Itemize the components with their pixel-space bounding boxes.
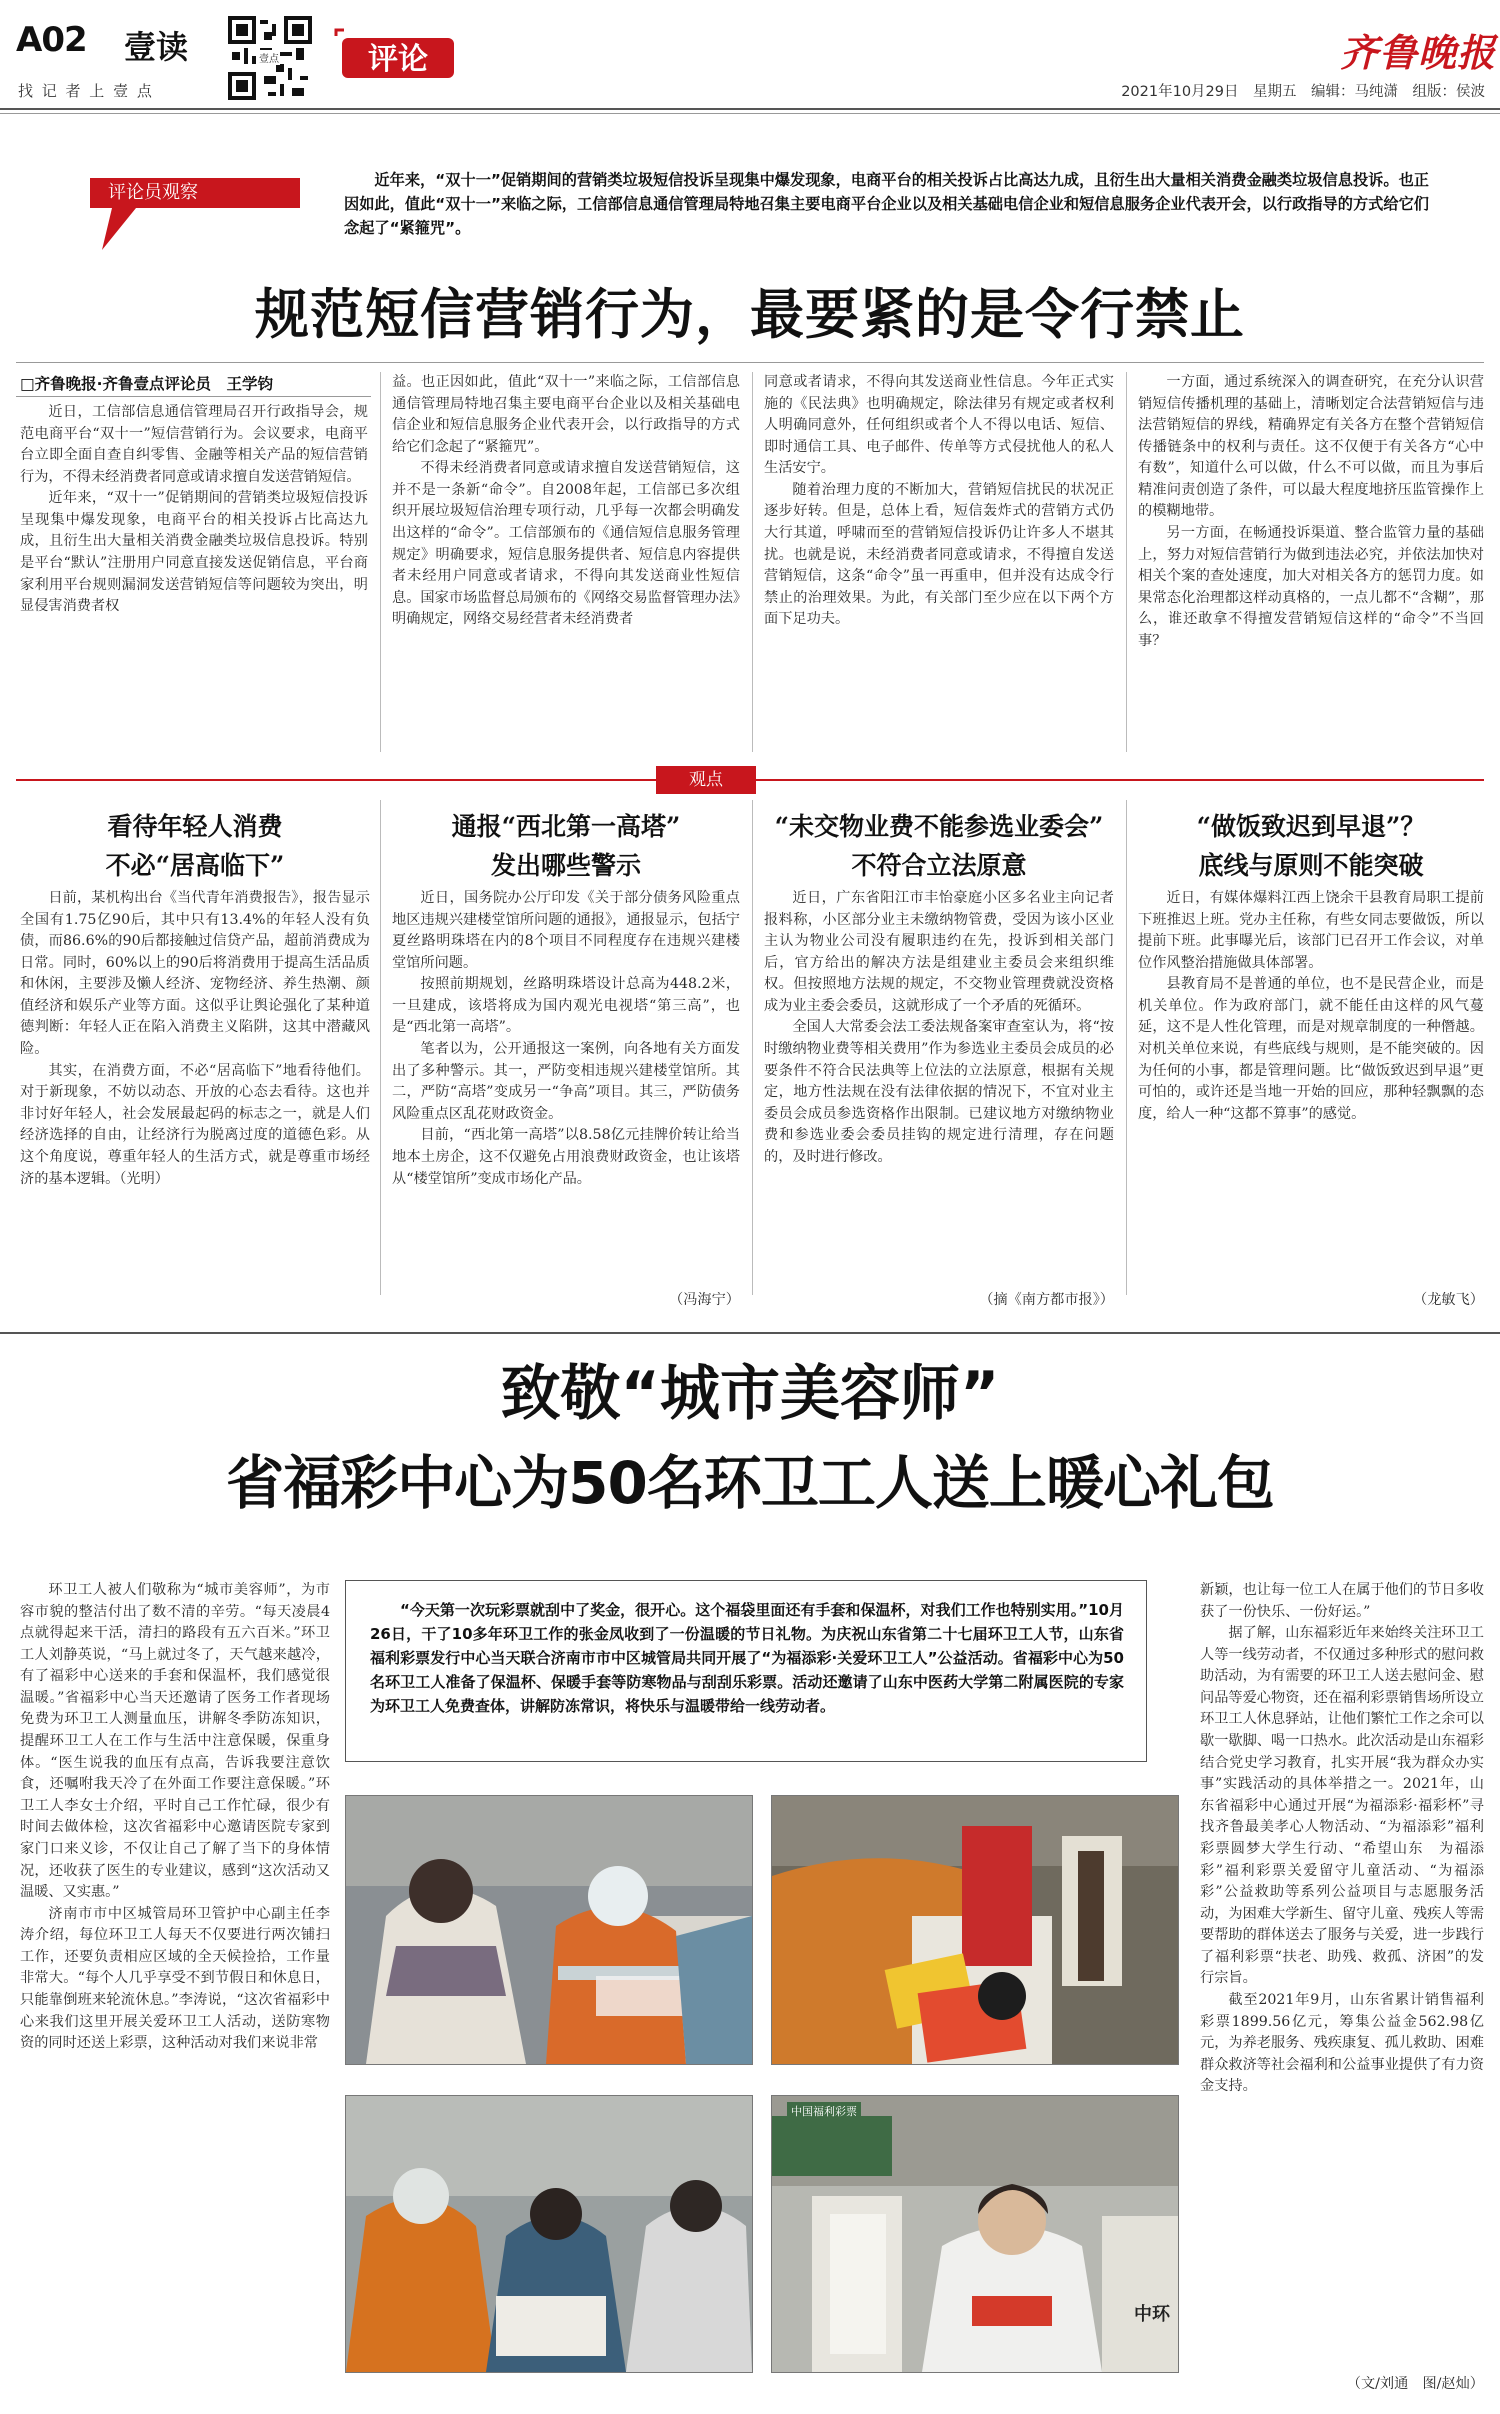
col-divider	[380, 372, 381, 752]
viewpoint-body-1	[20, 888, 370, 1320]
paragraph: 不得未经消费者同意或请求擅自发送营销短信，这并不是一条新“命令”。自2008年起，工信部已多次组织开展垃圾短信治理专项行动，几乎每一次都会明确发出这样的“命令”。工信部颁布的《通信短信息服务管理规定》明确要求，短信息服务提供者、短信息内容提供者未经用户同意或者请求，不得向其发送商业性短信息。国家市场监督总局颁布的《网络交易监督管理办法》明确规定，网络交易经营者未经消费者	[392, 460, 740, 628]
feature-lead: “今天第一次玩彩票就刮中了奖金，很开心。这个福袋里面还有手套和保温杯，对我们工作也特别实用。”10月26日，干了10多年环卫工作的张金凤收到了一份温暖的节日礼物。为庆祝山东省第二十七届环卫工人节，山东省福利彩票发行中心当天联合济南市市中区城管局共同开展了“为福添彩·关爱环卫工人”公益活动。省福彩中心为50名环卫工人准备了保温杯、保暖手套等防寒物品与刮刮乐彩票。活动还邀请了山东中医药大学第二附属医院的专家为环卫工人免费查体，讲解防冻常识，将快乐与温暖带给一线劳动者。	[370, 1601, 1124, 1715]
page-number: A02	[16, 20, 87, 60]
feature-left-col	[20, 1580, 330, 2395]
feature-headline-1: 致敬“城市美容师”	[500, 1359, 1000, 1429]
observer-intro: 近年来，“双十一”促销期间的营销类垃圾短信投诉呈现集中爆发现象，电商平台的相关投诉占比高达九成，且衍生出大量相关消费金融类垃圾信息投诉。也正因如此，值此“双十一”来临之际，工信部信息通信管理局特地召集主要电商平台企业以及相关基础电信企业和短信息服务企业代表开会，以行政指导的方式给它们念起了“紧箍咒”。	[344, 171, 1429, 238]
col-divider	[752, 800, 753, 1295]
col-divider	[380, 800, 381, 1295]
photo-lottery-scratch	[345, 2095, 753, 2373]
paragraph: 一方面，通过系统深入的调查研究，在充分认识营销短信传播机理的基础上，清晰划定合法营销短信与违法营销短信的界线，精确界定有关各方在整个营销短信传播链条中的权利与责任。这不仅便于有关各方“心中有数”，知道什么可以做，什么不可以做，而且为事后精准问责创造了条件，可以最大程度地挤压监管操作上的模糊地带。	[1138, 374, 1484, 520]
editorial-byline: □齐鲁晚报·齐鲁壹点评论员 王学钧	[20, 375, 274, 393]
viewpoint-title-3	[764, 808, 1114, 886]
title-line: “未交物业费不能参选业委会”	[774, 812, 1104, 841]
paragraph: 随着治理力度的不断加大，营销短信扰民的状况正逐步好转。但是，总体上看，短信轰炸式的营销方式仍大行其道，呼啸而至的营销短信投诉仍让许多人不堪其扰。也就是说，未经消费者同意或请求，不得擅自发送营销短信，这条“命令”虽一再重申，但并没有达成令行禁止的治理效果。为此，有关部门至少应在以下两个方面下足功夫。	[764, 481, 1114, 628]
photo-gift-bag	[771, 1795, 1179, 2065]
headline-rule	[16, 362, 1484, 363]
section-rule	[0, 1332, 1500, 1334]
title-line: 不必“居高临下”	[105, 850, 285, 880]
col-divider	[752, 372, 753, 752]
viewpoint-title-4	[1138, 808, 1484, 886]
paragraph: 近日，有媒体爆料江西上饶余干县教育局职工提前下班推迟上班。党办主任称，有些女同志要做饭，所以提前下班。此事曝光后，该部门已召开工作会议，对单位作风整治措施做具体部署。	[1138, 890, 1484, 971]
paragraph: 目前，“西北第一高塔”以8.58亿元挂牌价转让给当地本土房企，这不仅避免占用浪费财政资金，也让该塔从“楼堂馆所”变成市场化产品。	[392, 1127, 740, 1187]
section-name: 壹读	[124, 28, 189, 66]
header-rule	[0, 108, 1500, 110]
paragraph: 近年来，“双十一”促销期间的营销类垃圾短信投诉呈现集中爆发现象，电商平台的相关投诉占比高达九成，且衍生出大量相关消费金融类垃圾信息投诉。特别是平台“默认”注册用户同意直接发送促销信息，平台商家利用平台规则漏洞发送营销短信等问题较为突出，明显侵害消费者权	[20, 490, 368, 615]
paragraph: 济南市市中区城管局环卫管护中心副主任李涛介绍，每位环卫工人每天不仅要进行两次铺扫工作，还要负责相应区域的全天候捡拾，工作量非常大。“每个人几乎享受不到节假日和休息日，只能靠倒班来轮流休息。”李涛说，“这次省福彩中心来我们这里开展关爱环卫工人活动，送防寒物资的同时还送上彩票，这种活动对我们来说非常	[20, 1905, 330, 2052]
editorial-headline: 规范短信营销行为，最要紧的是令行禁止	[255, 283, 1245, 346]
title-line: 不符合立法原意	[851, 850, 1027, 880]
paragraph: 其实，在消费方面，不必“居高临下”地看待他们。对于新现象，不妨以动态、开放的心态去看待。这也并非讨好年轻人，社会发展最起码的标志之一，就是人们经济选择的自由，让经济行为脱离过度的道德色彩。从这个角度说，尊重年轻人的生活方式，就是尊重市场经济的基本逻辑。（光明）	[20, 1062, 370, 1187]
title-line: “做饭致迟到早退”？	[1196, 812, 1426, 841]
viewpoint-label: 观点	[656, 766, 756, 794]
feature-credit: （文/刘通 图/赵灿）	[1346, 2376, 1484, 2392]
qr-label: 壹点	[258, 50, 280, 65]
editorial-col-4	[1138, 372, 1484, 754]
paragraph: 益。也正因如此，值此“双十一”来临之际，工信部信息通信管理局特地召集主要电商平台企业以及相关基础电信企业和短信息服务企业代表开会，以行政指导的方式给它们念起了“紧箍咒”。	[392, 374, 740, 455]
paragraph: 日前，某机构出台《当代青年消费报告》，报告显示全国有1.75亿90后，其中只有13.4%的年轻人没有负债，而86.6%的90后都接触过信贷产品，超前消费成为日常。同时，60%以上的90后将消费用于提高生活品质和休闲，主要涉及懒人经济、宠物经济、养生热潮、颜值经济和娱乐产业等方面。这似乎让舆论强化了某种道德判断：年轻人正在陷入消费主义陷阱，这其中潜藏风险。	[20, 890, 370, 1058]
title-line: 底线与原则不能突破	[1198, 850, 1424, 880]
source-2: （冯海宁）	[669, 1292, 740, 1308]
observer-tag-label: 评论员观察	[108, 182, 198, 203]
feature-right-col	[1200, 1580, 1484, 2375]
paragraph: 近日，国务院办公厅印发《关于部分债务风险重点地区违规兴建楼堂馆所问题的通报》，通报显示，包括宁夏丝路明珠塔在内的8个项目不同程度存在违规兴建楼堂馆所问题。	[392, 890, 740, 971]
source-4: （龙敏飞）	[1413, 1292, 1484, 1308]
newspaper-logo: 齐鲁晚报	[1340, 30, 1497, 75]
feature-headline-2: 省福彩中心为50名环卫工人送上暖心礼包	[226, 1449, 1274, 1517]
col-divider	[1126, 800, 1127, 1295]
paragraph: 另一方面，在畅通投诉渠道、整合监管力量的基础上，努力对短信营销行为做到违法必究，并依法加快对相关个案的查处速度，加大对相关各方的惩罚力度。如果常态化治理都这样动真格的，一点儿都不“含糊”，那么，谁还敢拿不得擅发营销短信这样的“命令”不当回事？	[1138, 525, 1484, 649]
editorial-col-1	[20, 402, 368, 754]
paragraph: 截至2021年9月，山东省累计销售福利彩票1899.56亿元，筹集公益金562.98亿元，为养老服务、残疾康复、孤儿救助、困难群众救济等社会福利和公益事业提供了有力资金支持。	[1200, 1991, 1484, 2095]
header-slogan: 找 记 者 上 壹 点	[18, 82, 154, 100]
date-line: 2021年10月29日 星期五 编辑：马纯潇 组版：侯波	[1121, 84, 1485, 100]
photo-worker-portrait	[771, 2095, 1179, 2373]
paragraph: 环卫工人被人们敬称为“城市美容师”，为市容市貌的整洁付出了数不清的辛劳。“每天凌晨4点就得起来干活，清扫的路段有五六百米。”环卫工人刘静英说，“马上就过冬了，天气越来越冷，有了福彩中心送来的手套和保温杯，我们感觉很温暖。”省福彩中心当天还邀请了医务工作者现场免费为环卫工人测量血压，讲解冬季防冻知识，提醒环卫工人在工作与生活中注意保暖，保重身体。“医生说我的血压有点高，告诉我要注意饮食，还嘱咐我天冷了在外面工作要注意保暖。”环卫工人李女士介绍，平时自己工作忙碌，很少有时间去做体检，这次省福彩中心邀请医院专家到家门口来义诊，不仅让自己了解了当下的身体情况，还收获了医生的专业建议，感到“这次活动又温暖、又实惠。”	[20, 1582, 330, 1901]
paragraph: 新颖，也让每一位工人在属于他们的节日多收获了一份快乐、一份好运。”	[1200, 1582, 1484, 1620]
photo-sign-text: 中环	[1134, 2304, 1170, 2325]
paragraph: 县教育局不是普通的单位，也不是民营企业，而是机关单位。作为政府部门，就不能任由这样的风气蔓延，这不是人性化管理，而是对规章制度的一种僭越。对机关单位来说，有些底线与规则，是不能突破的。因为任何的小事，都是管理问题。比“做饭致迟到早退”更可怕的，或许还是当地一开始的回应，那种轻飘飘的态度，给人一种“这都不算事”的感觉。	[1138, 976, 1484, 1122]
title-line: 通报“西北第一高塔”	[451, 812, 681, 841]
paragraph: 同意或者请求，不得向其发送商业性信息。今年正式实施的《民法典》也明确规定，除法律另有规定或者权利人明确同意外，任何组织或者个人不得以电话、短信、即时通信工具、电子邮件、传单等方式侵扰他人的私人生活安宁。	[764, 374, 1114, 477]
title-line: 看待年轻人消费	[107, 812, 283, 841]
editorial-col-2	[392, 372, 740, 754]
viewpoint-body-4	[1138, 888, 1484, 1288]
paragraph: 全国人大常委会法工委法规备案审查室认为，将“按时缴纳物业费等相关费用”作为参选业主委员会成员的必要条件不符合民法典等上位法的立法原意，根据有关规定，地方性法规在没有法律依据的情况下，不宜对业主委员会成员参选资格作出限制。已建议地方对缴纳物业费和参选业委会委员挂钩的规定进行清理，存在问题的，及时进行修改。	[764, 1019, 1114, 1165]
viewpoint-title-1	[20, 808, 370, 886]
paragraph: 笔者以为，公开通报这一案例，向各地有关方面发出了多种警示。其一，严防变相违规兴建楼堂馆所。其二，严防“高塔”变成另一“争高”项目。其三，严防债务风险重点区乱花财政资金。	[392, 1041, 740, 1122]
header-rule-thin	[0, 113, 1500, 114]
photo-banner-text: 中国福利彩票	[787, 2102, 861, 2120]
paragraph: 近日，工信部信息通信管理局召开行政指导会，规范电商平台“双十一”短信营销行为。会议要求，电商平台立即全面自查自纠零售、金融等相关产品的短信营销行为，不得未经消费者同意或请求擅自发送营销短信。	[20, 404, 368, 485]
viewpoint-body-2	[392, 888, 740, 1288]
paragraph: 据了解，山东福彩近年来始终关注环卫工人等一线劳动者，不仅通过多种形式的慰问救助活动，为有需要的环卫工人送去慰问金、慰问品等爱心物资，还在福利彩票销售场所设立环卫工人休息驿站，让他们繁忙工作之余可以歇一歇脚、喝一口热水。此次活动是山东福彩结合党史学习教育，扎实开展“我为群众办实事”实践活动的具体举措之一。2021年，山东省福彩中心通过开展“为福添彩·福彩杯”寻找齐鲁最美孝心人物活动、“为福添彩”福利彩票圆梦大学生行动、“希望山东 为福添彩”福利彩票关爱留守儿童活动、“为福添彩”公益救助等系列公益项目与志愿服务活动，为困难大学新生、留守儿童、残疾人等需要帮助的群体送去了服务与关爱，进一步践行了福利彩票“扶老、助残、救孤、济困”的发行宗旨。	[1200, 1625, 1484, 1987]
paragraph: 近日，广东省阳江市丰怡豪庭小区多名业主向记者报料称，小区部分业主未缴纳物管费，受因为该小区业主认为物业公司没有履职违约在先，投诉到相关部门后，官方给出的解决方法是组建业主委员会来组织维权。但按照地方法规的规定，不交物业管理费就没资格成为业主委会委员，这就形成了一个矛盾的死循环。	[764, 890, 1114, 1014]
photo-blood-pressure-check	[345, 1795, 753, 2065]
col-divider	[1126, 372, 1127, 752]
viewpoint-title-2	[392, 808, 740, 886]
byline-rule	[16, 396, 371, 397]
title-line: 发出哪些警示	[490, 850, 641, 880]
source-3: （摘《南方都市报》）	[979, 1292, 1114, 1308]
editorial-col-3	[764, 372, 1114, 754]
viewpoint-body-3	[764, 888, 1114, 1288]
column-label: 评论	[368, 42, 428, 77]
paragraph: 按照前期规划，丝路明珠塔设计总高为448.2米，一旦建成，该塔将成为国内观光电视塔“第三高”，也是“西北第一高塔”。	[392, 976, 740, 1036]
